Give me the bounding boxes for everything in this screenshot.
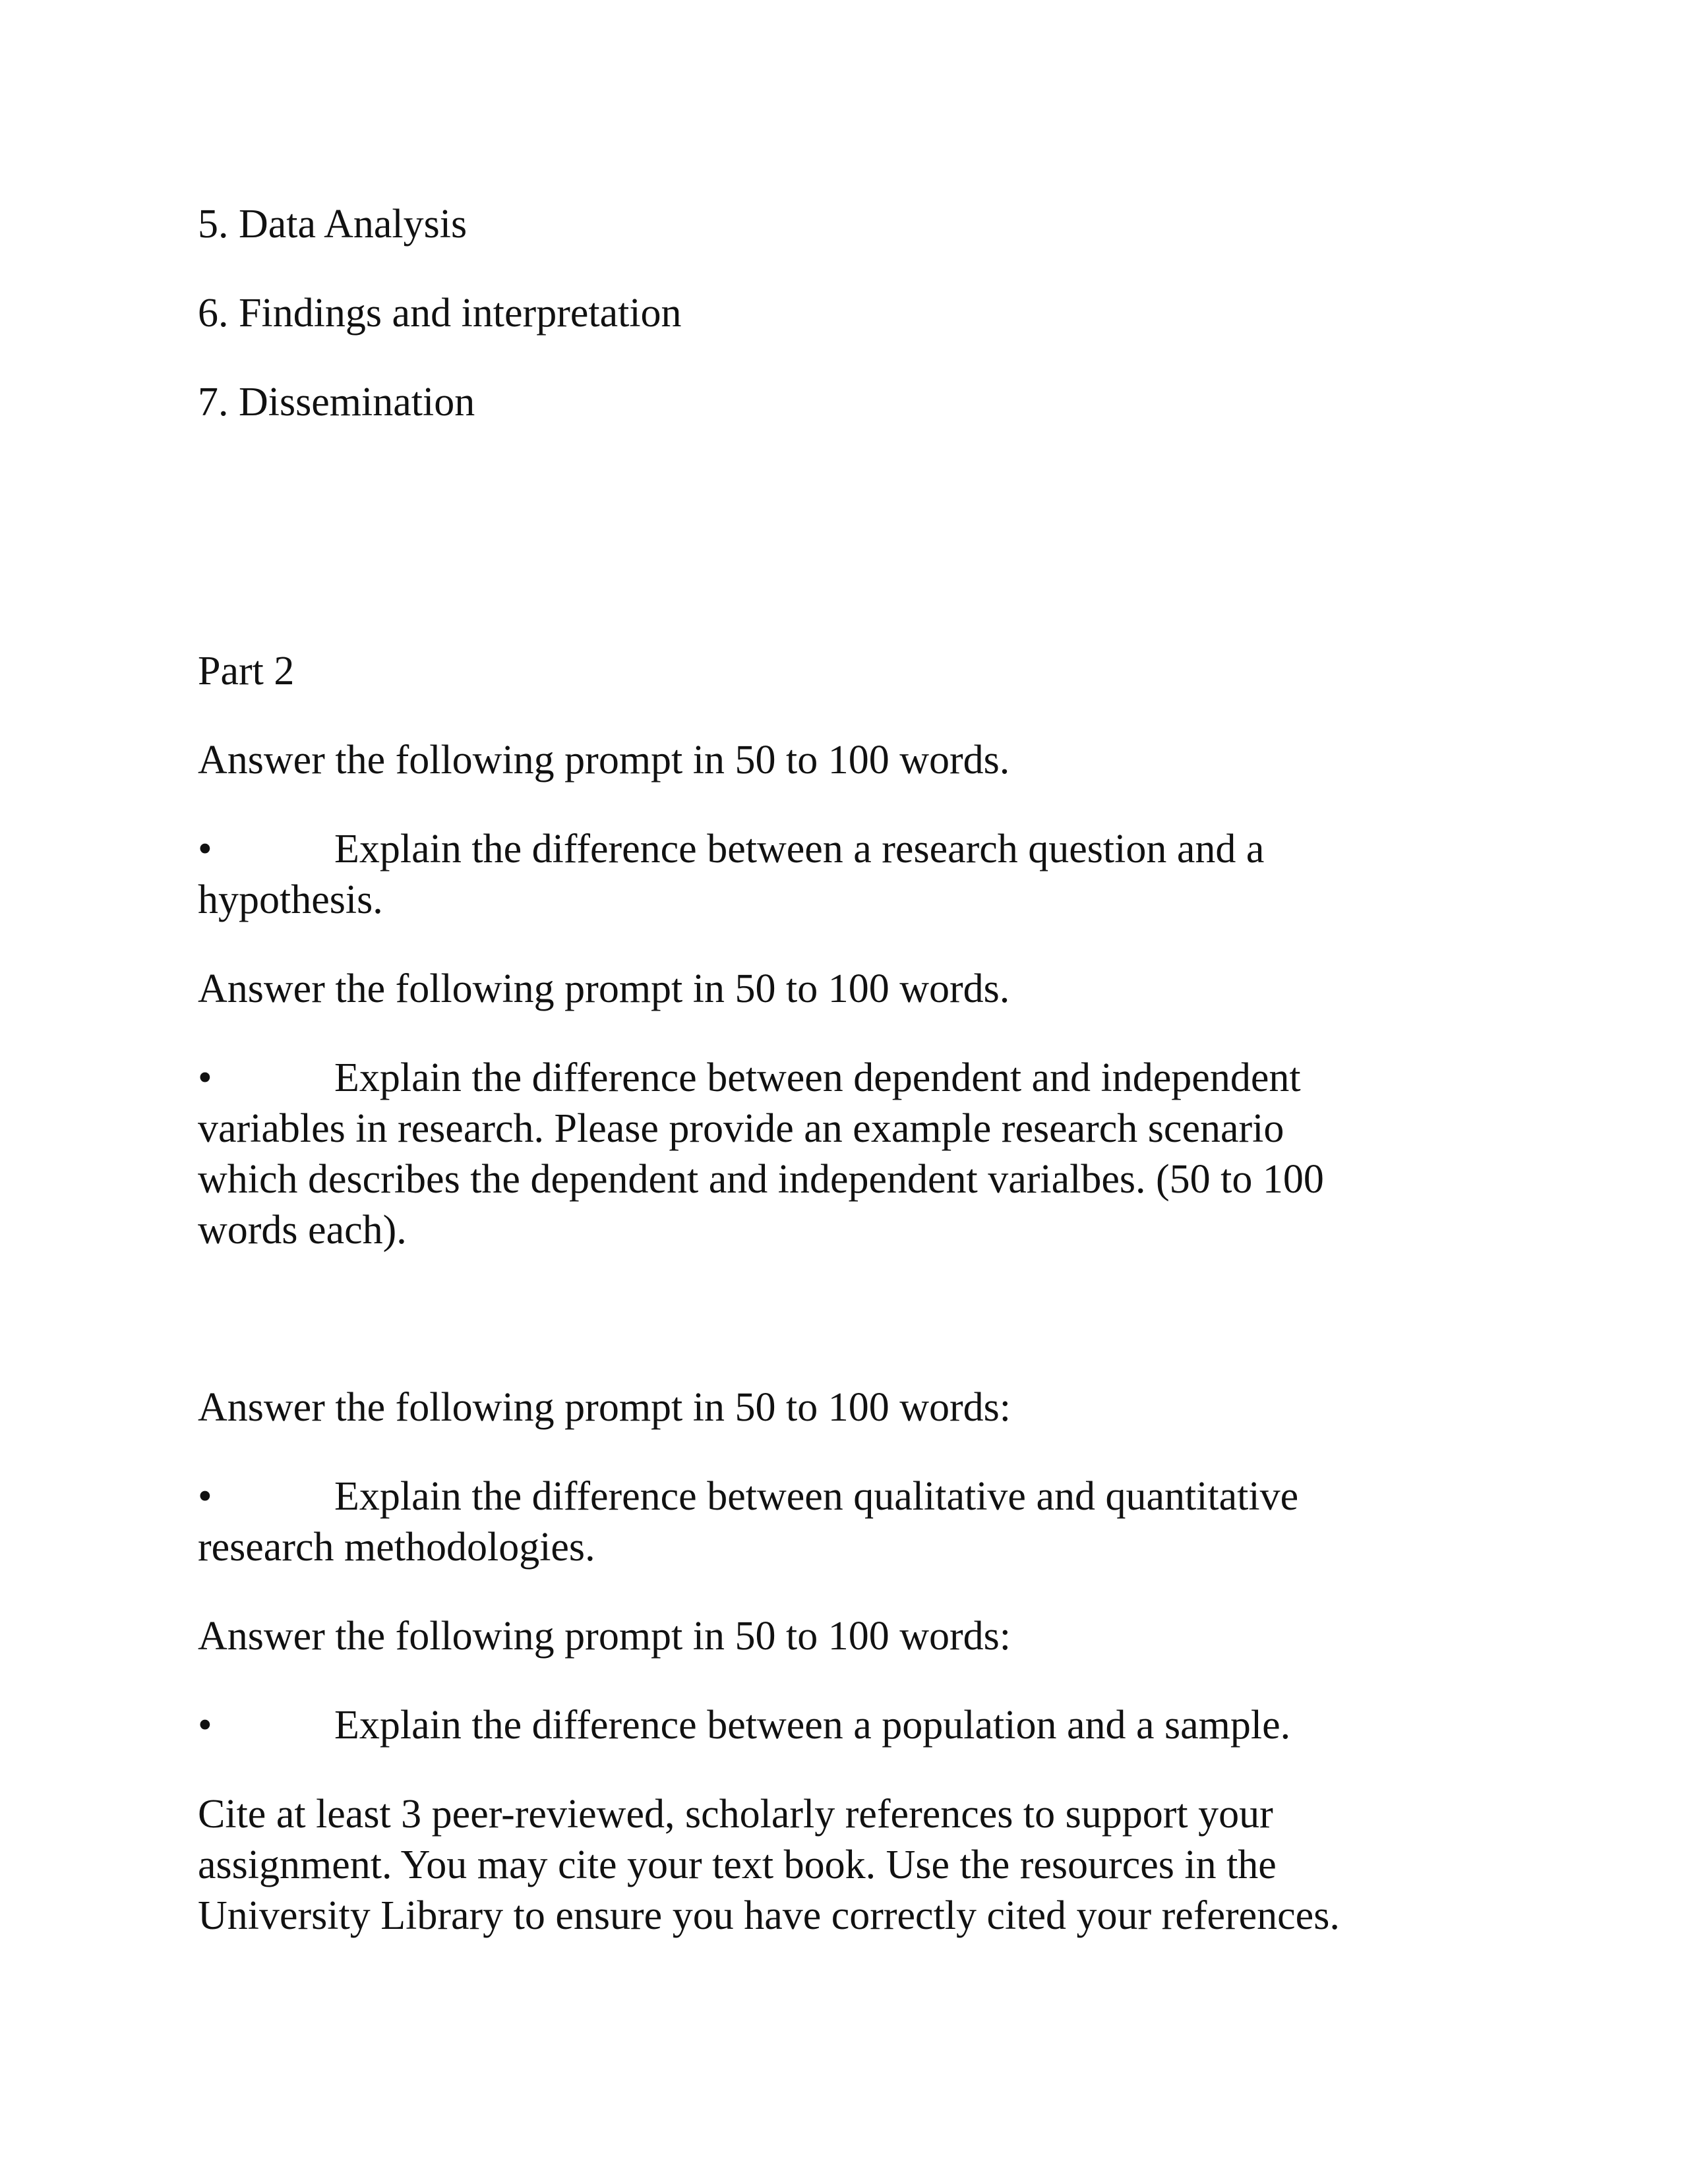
bullet-icon: • [198, 1474, 212, 1519]
prompt-text: Explain the difference between a research question and a [334, 827, 1265, 871]
prompt-text-continuation: research methodologies. [198, 1525, 595, 1570]
citation-line: assignment. You may cite your text book. Use the resources in the [198, 1843, 1277, 1887]
list-item: 7. Dissemination [198, 380, 475, 425]
bullet-icon: • [198, 827, 212, 871]
prompt-instruction: Answer the following prompt in 50 to 100 words: [198, 1614, 1011, 1659]
prompt-bullet-item [198, 1471, 1298, 1522]
part-heading: Part 2 [198, 649, 295, 694]
bullet-icon: • [198, 1703, 212, 1748]
prompt-text: Explain the difference between dependent and independent [334, 1055, 1301, 1100]
prompt-bullet-item [198, 1700, 1290, 1751]
prompt-text: Explain the difference between a population and a sample. [334, 1703, 1291, 1748]
prompt-bullet-item [198, 1053, 1301, 1104]
prompt-text-continuation: variables in research. Please provide an example research scenario [198, 1106, 1284, 1151]
citation-line: University Library to ensure you have correctly cited your references. [198, 1893, 1340, 1938]
prompt-text-continuation: words each). [198, 1208, 407, 1253]
bullet-icon: • [198, 1055, 212, 1100]
prompt-instruction: Answer the following prompt in 50 to 100 words: [198, 1385, 1011, 1430]
prompt-bullet-item [198, 824, 1264, 875]
prompt-text: Explain the difference between qualitative and quantitative [334, 1474, 1299, 1519]
prompt-instruction: Answer the following prompt in 50 to 100 words. [198, 966, 1010, 1011]
list-item: 5. Data Analysis [198, 202, 467, 247]
prompt-instruction: Answer the following prompt in 50 to 100 words. [198, 738, 1010, 782]
prompt-text-continuation: hypothesis. [198, 877, 383, 922]
prompt-text-continuation: which describes the dependent and independent varialbes. (50 to 100 [198, 1157, 1324, 1202]
list-item: 6. Findings and interpretation [198, 291, 682, 336]
citation-line: Cite at least 3 peer-reviewed, scholarly references to support your [198, 1792, 1273, 1837]
